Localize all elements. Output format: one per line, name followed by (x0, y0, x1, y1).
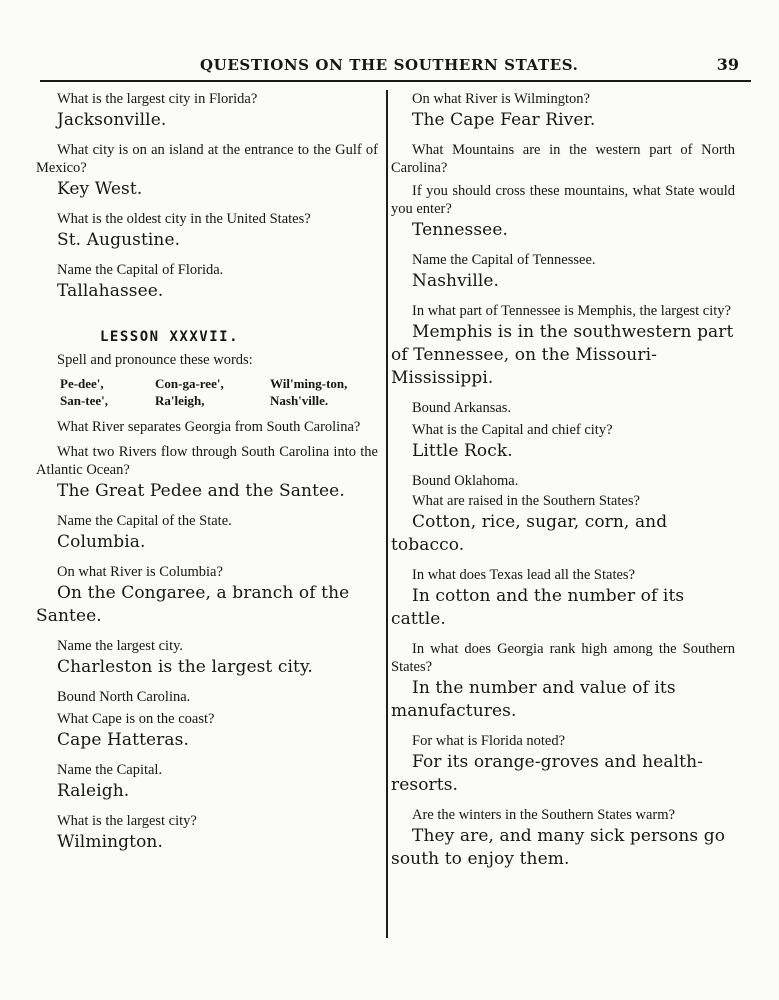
answer: For its orange-groves and health-resorts. (391, 752, 703, 795)
answer: Columbia. (57, 532, 146, 552)
left-column (36, 90, 378, 863)
answer: Cape Hatteras. (57, 730, 189, 750)
answer: The Great Pedee and the Santee. (57, 481, 345, 501)
answer: St. Augustine. (57, 230, 181, 250)
answer: On the Congaree, a branch of the Santee. (36, 583, 350, 626)
answer: Charleston is the largest city. (57, 657, 313, 677)
question: For what is Florida noted? (412, 733, 566, 749)
answer: Jacksonville. (57, 110, 167, 130)
question: What Cape is on the coast? (57, 711, 215, 727)
answer: In cotton and the number of its cattle. (391, 586, 685, 629)
question: What Mountains are in the western part of North Carolina? (391, 142, 735, 176)
answer: Cotton, rice, sugar, corn, and tobacco. (391, 512, 668, 555)
page-header (40, 56, 751, 82)
page-number: 39 (716, 55, 739, 74)
question: What River separates Georgia from South Carolina? (57, 419, 361, 435)
question: What is the largest city? (57, 813, 197, 829)
question: Name the Capital of Tennessee. (412, 252, 596, 268)
answer: Nashville. (412, 271, 500, 291)
answer: In the number and value of its manufactures. (391, 678, 676, 721)
answer: Raleigh. (57, 781, 130, 801)
question: Bound North Carolina. (57, 689, 191, 705)
spelling-word: Pe-dee', (60, 376, 104, 391)
question: Name the largest city. (57, 638, 184, 654)
answer: Wilmington. (57, 832, 163, 852)
question: Name the Capital of the State. (57, 513, 232, 529)
right-column (391, 90, 735, 880)
question: Bound Arkansas. (412, 400, 512, 416)
answer: Tennessee. (412, 220, 509, 240)
question: Bound Oklahoma. (412, 473, 519, 489)
question: On what River is Columbia? (57, 564, 223, 580)
spelling-word: San-tee', (60, 393, 109, 408)
spelling-word: Wil'ming-ton, (270, 376, 348, 391)
question: In what does Georgia rank high among the Southern States? (391, 641, 735, 675)
question: On what River is Wilmington? (412, 91, 590, 107)
question: If you should cross these mountains, what State would you enter? (391, 183, 735, 217)
page-title: QUESTIONS ON THE SOUTHERN STATES. (200, 56, 579, 74)
spelling-word: Nash'ville. (270, 393, 329, 408)
spelling-word-list (60, 375, 378, 409)
answer: Little Rock. (412, 441, 513, 461)
question: What are raised in the Southern States? (412, 493, 640, 509)
question: What is the oldest city in the United States? (57, 211, 311, 227)
spell-instruction: Spell and pronounce these words: (57, 352, 253, 368)
question: What is the largest city in Florida? (57, 91, 258, 107)
question: Are the winters in the Southern States warm? (412, 807, 675, 823)
answer: Key West. (57, 179, 143, 199)
spelling-word: Ra'leigh, (155, 393, 205, 408)
answer: The Cape Fear River. (412, 110, 596, 130)
lesson-heading: LESSON XXXVII. (100, 329, 240, 345)
question: What city is on an island at the entrance to the Gulf of Mexico? (36, 142, 378, 176)
answer: They are, and many sick persons go south to enjoy them. (391, 826, 726, 869)
header-rule (40, 80, 751, 82)
question: In what part of Tennessee is Memphis, the largest city? (412, 303, 731, 319)
question: What is the Capital and chief city? (412, 422, 613, 438)
spelling-word: Con-ga-ree', (155, 376, 224, 391)
question: In what does Texas lead all the States? (412, 567, 635, 583)
column-divider (386, 90, 388, 938)
answer: Memphis is in the southwestern part of Tennessee, on the Missouri-Mississippi. (391, 322, 734, 388)
question: What two Rivers flow through South Carolina into the Atlantic Ocean? (36, 444, 378, 478)
question: Name the Capital. (57, 762, 163, 778)
answer: Tallahassee. (57, 281, 164, 301)
question: Name the Capital of Florida. (57, 262, 224, 278)
